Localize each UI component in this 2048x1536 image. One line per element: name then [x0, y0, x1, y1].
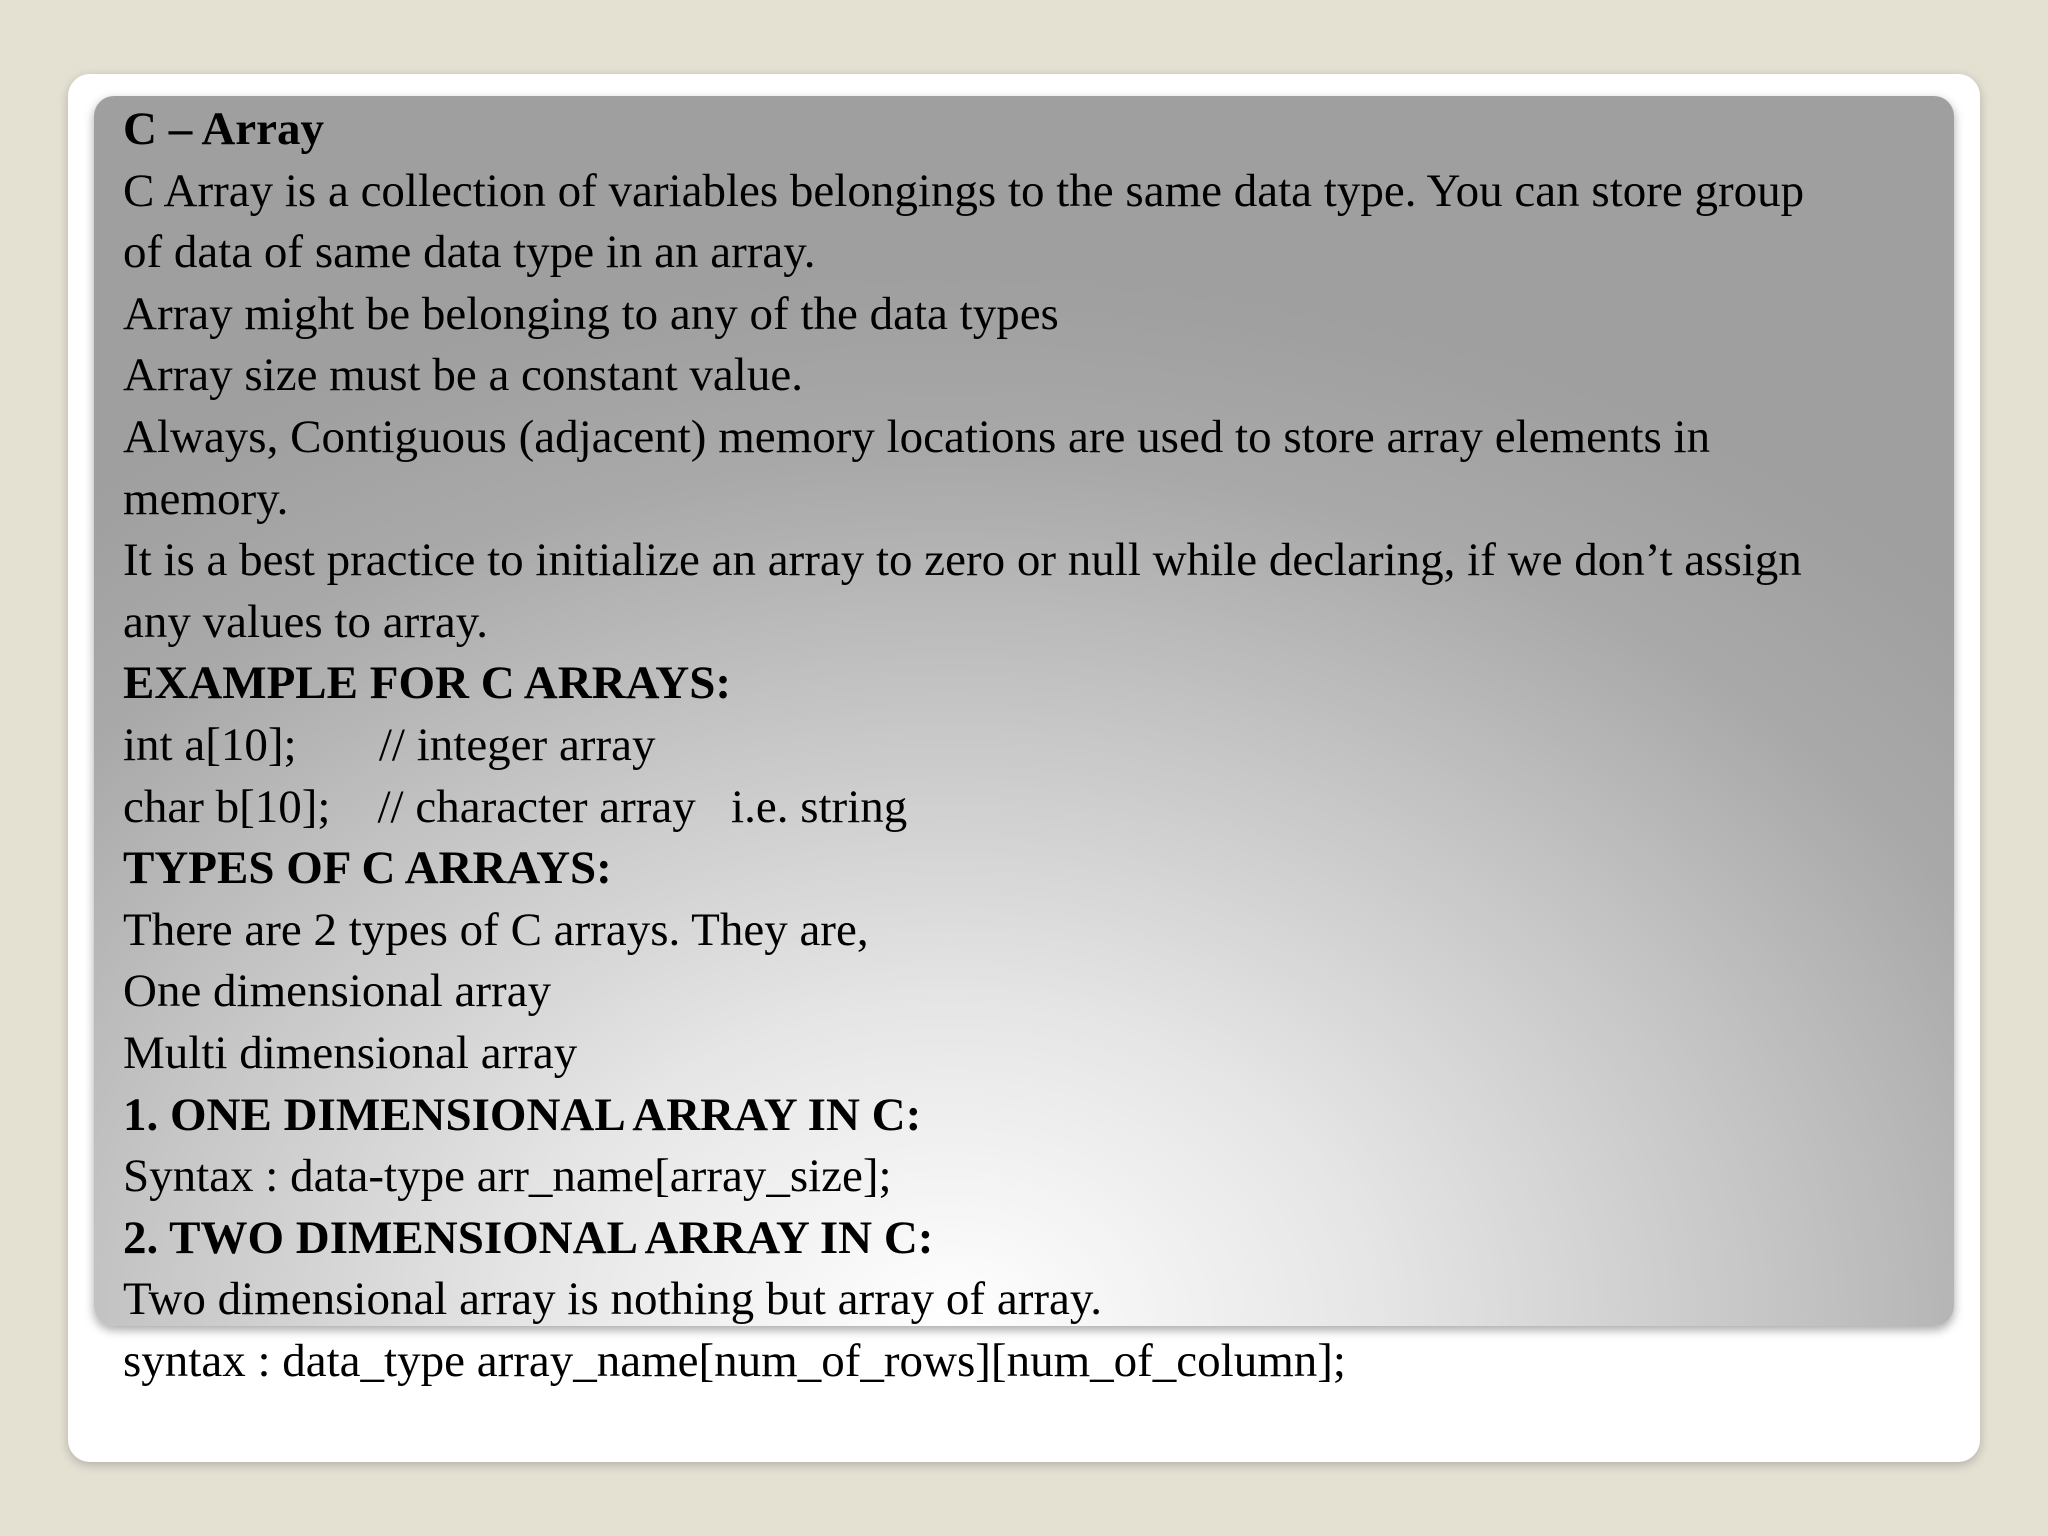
text-line: of data of same data type in an array.: [123, 226, 816, 279]
text-line: One dimensional array: [123, 965, 552, 1018]
text-line: C Array is a collection of variables belongings to the same data type. You can store group: [123, 164, 1805, 217]
text-line: Two dimensional array is nothing but array of array.: [123, 1273, 1103, 1326]
slide-text-block: [123, 99, 1983, 1392]
syntax-line: Syntax : data-type arr_name[array_size];: [123, 1150, 892, 1203]
text-line: memory.: [123, 472, 289, 525]
text-line: Multi dimensional array: [123, 1026, 578, 1079]
text-line: any values to array.: [123, 595, 488, 648]
text-line: Always, Contiguous (adjacent) memory locations are used to store array elements in: [123, 410, 1711, 463]
code-line: int a[10]; // integer array: [123, 718, 656, 771]
text-line: It is a best practice to initialize an array to zero or null while declaring, if we don’t assign: [123, 534, 1802, 587]
section-heading: 1. ONE DIMENSIONAL ARRAY IN C:: [123, 1088, 922, 1141]
syntax-line: syntax : data_type array_name[num_of_rows][num_of_column];: [123, 1334, 1346, 1387]
text-line: Array might be belonging to any of the data types: [123, 287, 1059, 340]
section-heading: TYPES OF C ARRAYS:: [123, 842, 612, 895]
section-heading: 2. TWO DIMENSIONAL ARRAY IN C:: [123, 1211, 934, 1264]
slide-title: C – Array: [123, 103, 325, 155]
code-line: char b[10]; // character array i.e. string: [123, 780, 908, 833]
text-line: Array size must be a constant value.: [123, 349, 803, 402]
text-line: There are 2 types of C arrays. They are,: [123, 903, 869, 956]
section-heading: EXAMPLE FOR C ARRAYS:: [123, 657, 731, 710]
